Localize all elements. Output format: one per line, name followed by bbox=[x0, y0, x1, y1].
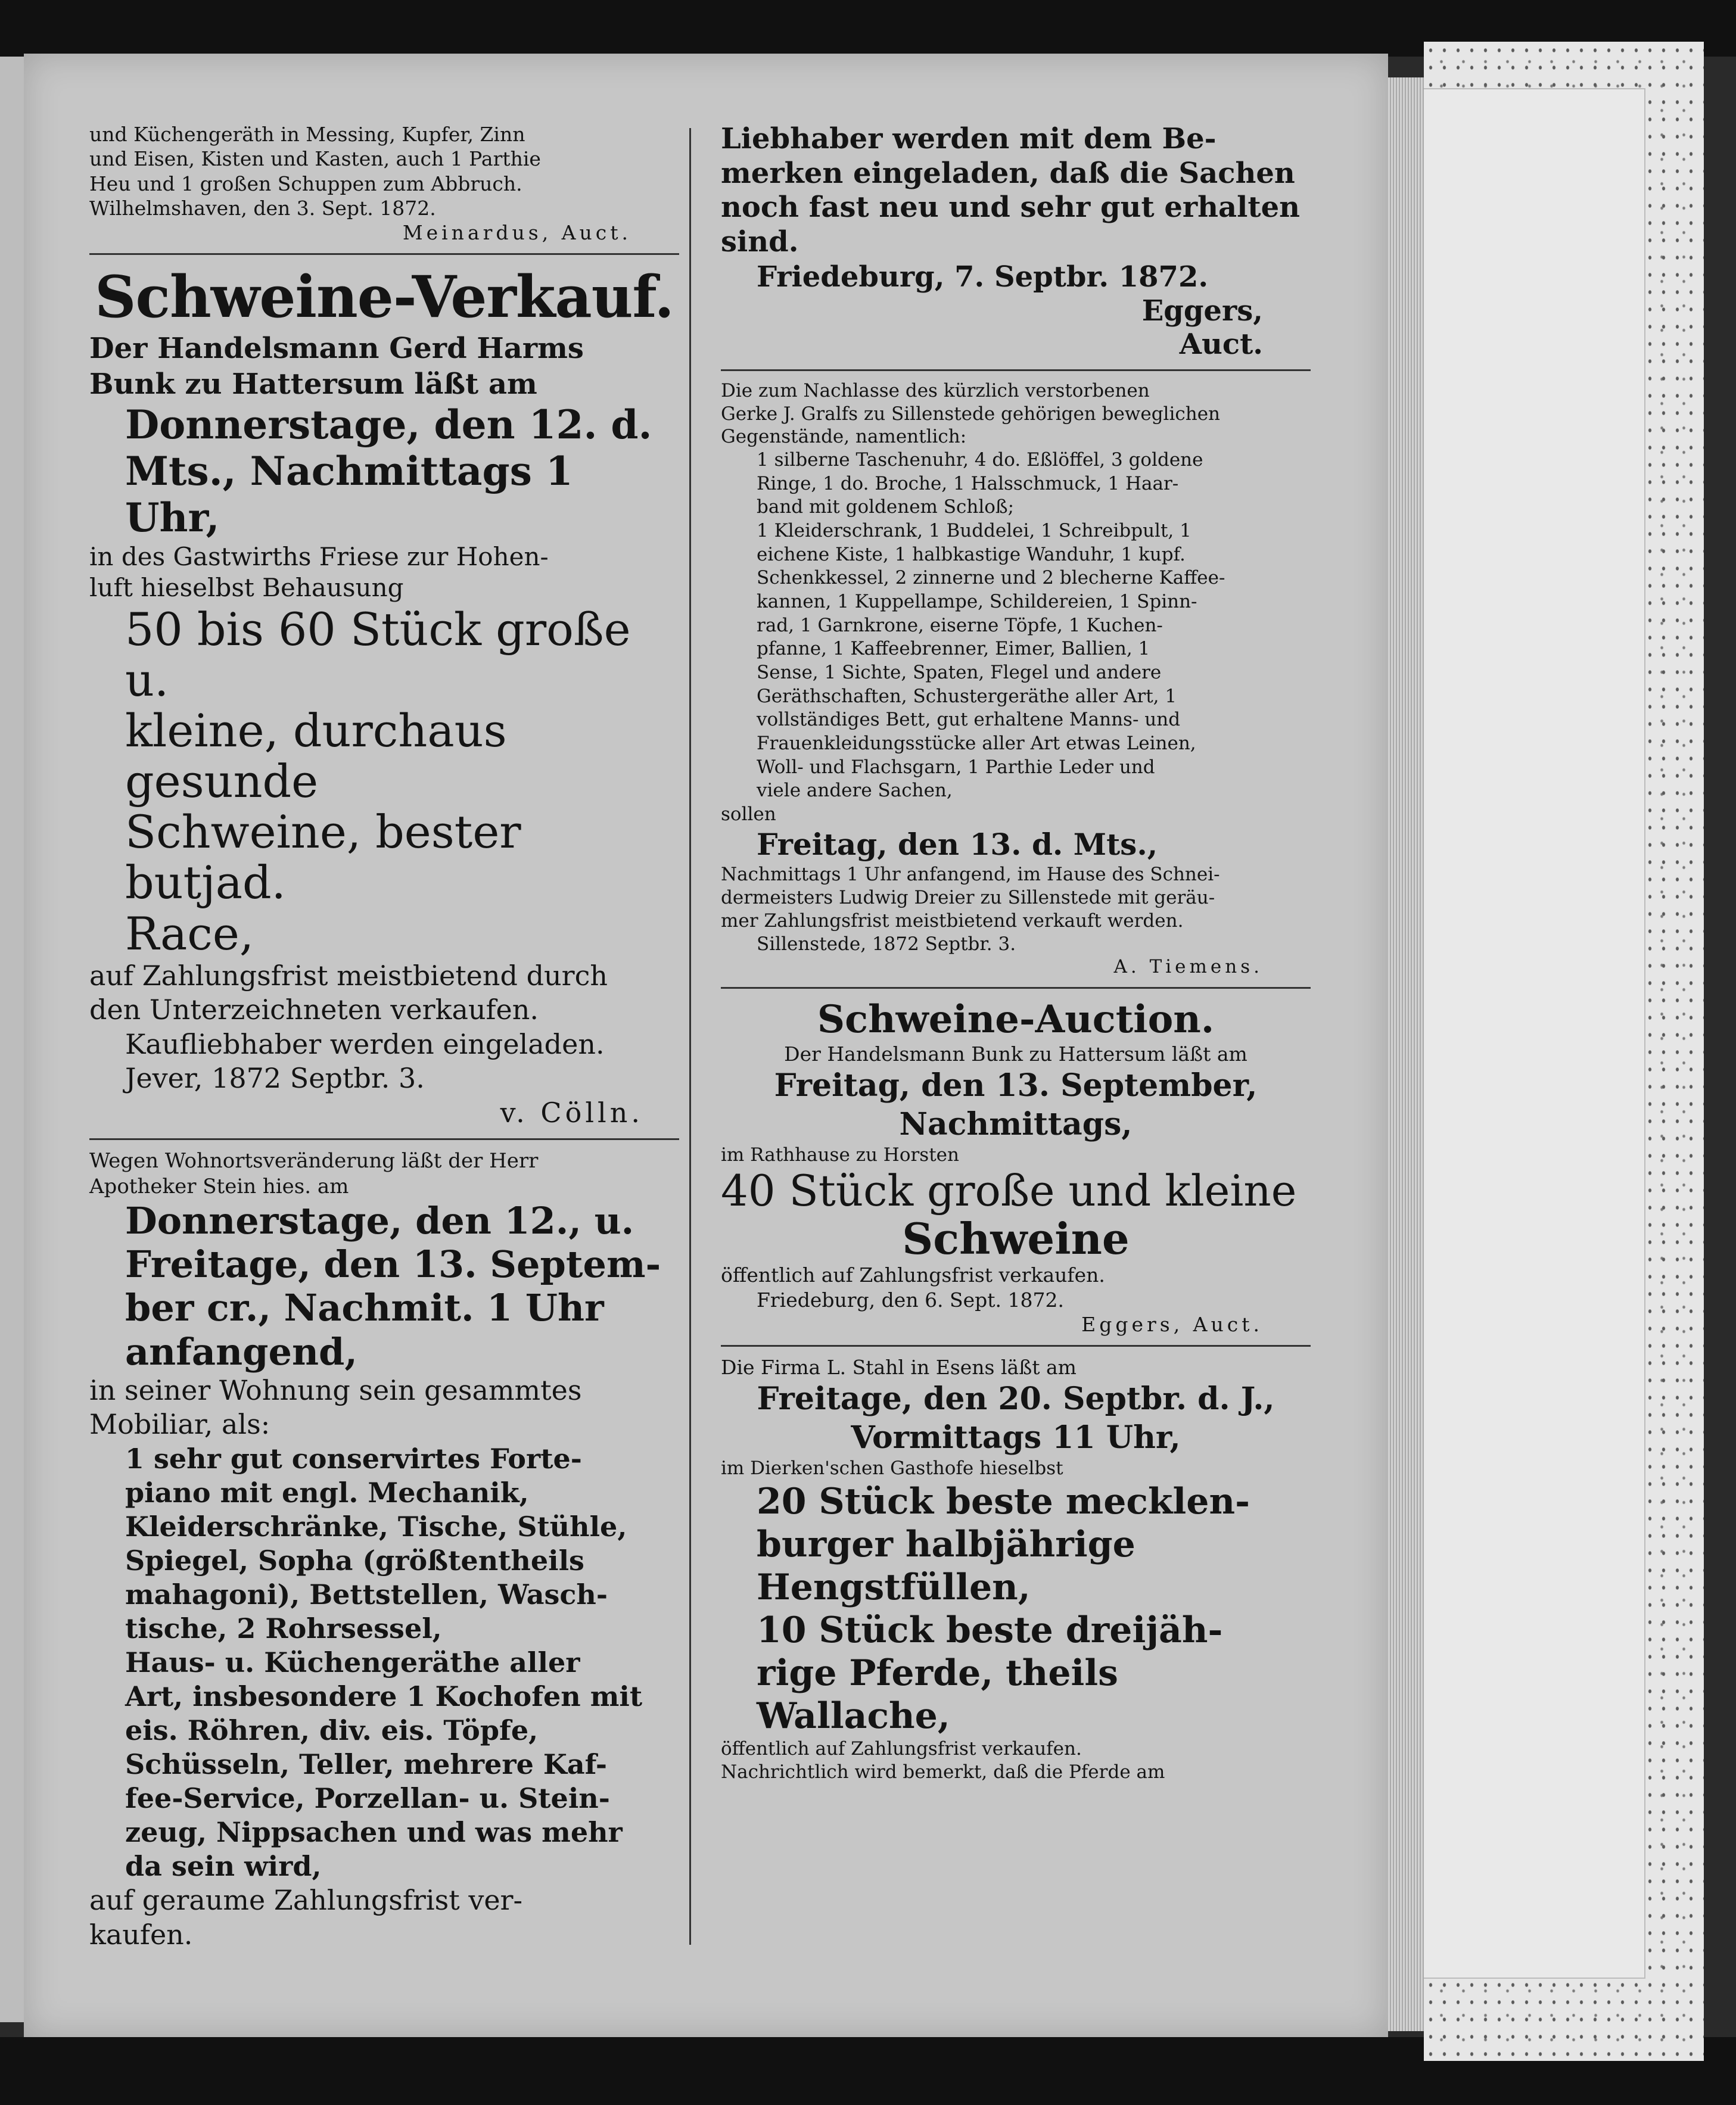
page-edges bbox=[1388, 77, 1424, 2031]
ad1-intro: Der Handelsmann Gerd Harms Bunk zu Hattersum läßt am bbox=[89, 332, 584, 401]
ad-separator bbox=[721, 369, 1311, 371]
prev-ad-date: Friedeburg, 7. Septbr. 1872. bbox=[757, 260, 1209, 294]
ad3-date-line: Sillenstede, 1872 Septbr. 3. bbox=[757, 933, 1016, 955]
ad4-heading: Schweine-Auction. bbox=[817, 997, 1215, 1042]
ad2-items: 1 sehr gut conservirtes Forte- piano mit engl. Mechanik, Kleiderschränke, Tische, Stühle, Spiegel, Sopha (größtentheils mahagoni), Bettstellen, Wasch- tische, 2 Rohrsessel, Haus- u. Küchengeräthe aller Art, insbesondere 1 Kochofen mit eis. Röhren, div. eis. Töpfe, Schüsseln, Teller, mehrere Kaf- fee-Service, Porzellan- u. Stein- zeug, Nippsachen und was mehr da sein wird, bbox=[125, 1442, 643, 1883]
ad4-auction-date: Freitag, den 13. September, Nachmittags, bbox=[774, 1067, 1258, 1143]
ad4-intro: Der Handelsmann Bunk zu Hattersum läßt am bbox=[784, 1042, 1247, 1066]
prev-ad-signature: Meinardus, Auct. bbox=[402, 221, 631, 244]
ad2-intro: Wegen Wohnortsveränderung läßt der Herr Apotheker Stein hies. am bbox=[89, 1149, 539, 1198]
prev-ad-signature: Eggers, Auct. bbox=[1141, 294, 1263, 361]
cover-endpaper bbox=[1418, 89, 1644, 1978]
ad4-signature: Eggers, Auct. bbox=[1081, 1312, 1263, 1336]
facing-page-edge bbox=[0, 57, 24, 2022]
prev-ad-text: Liebhaber werden mit dem Be- merken eingeladen, daß die Sachen noch fast neu und sehr gut erhalten sind. bbox=[721, 122, 1300, 259]
ad1-invitation: Kaufliebhaber werden eingeladen. bbox=[125, 1027, 605, 1060]
ad5-offer: 20 Stück beste mecklen- burger halbjährige Hengstfüllen, 10 Stück beste dreijäh- rige Pferde, theils Wallache, bbox=[757, 1481, 1250, 1737]
ad3-sollen: sollen bbox=[721, 804, 776, 826]
ad1-signature: v. Cölln. bbox=[500, 1096, 643, 1129]
ad-separator bbox=[721, 987, 1311, 989]
ad5-note: Nachrichtlich wird bemerkt, daß die Pferde am bbox=[721, 1761, 1165, 1783]
ad2-auction-date: Donnerstage, den 12., u. Freitage, den 13. Septem- ber cr., Nachmit. 1 Uhr anfangend, bbox=[125, 1199, 661, 1374]
ad1-offer: 50 bis 60 Stück große u. kleine, durchaus gesunde Schweine, bester butjad. Race, bbox=[125, 602, 631, 960]
ad1-heading: Schweine-Verkauf. bbox=[95, 263, 674, 331]
ad5-place: im Dierken'schen Gasthofe hieselbst bbox=[721, 1458, 1063, 1480]
ad2-terms: auf geraume Zahlungsfrist ver- kaufen. bbox=[89, 1884, 523, 1951]
ad5-auction-date: Freitage, den 20. Septbr. d. J., Vormittags 11 Uhr, bbox=[757, 1381, 1275, 1456]
left-column bbox=[89, 122, 679, 1952]
ad3-items: 1 silberne Taschenuhr, 4 do. Eßlöffel, 3 goldene Ringe, 1 do. Broche, 1 Halsschmuck, 1 Haar- band mit goldenem Schloß; 1 Kleiderschrank, 1 Buddelei, 1 Schreibpult, 1 eichene Kiste, 1 halbkastige Wanduhr, 1 kupf. Schenkkessel, 2 zinnerne und 2 blecherne Kaffee- kannen, 1 Kuppellampe, Schildereien, 1 Spinn- rad, 1 Garnkrone, eiserne Töpfe, 1 Kuchen- pfanne, 1 Kaffeebrenner, Eimer, Ballien, 1 Sense, 1 Sichte, Spaten, Flegel und andere Geräthschaften, Schustergeräthe aller Art, 1 vollständiges Bett, gut erhaltene Manns- und Frauenkleidungsstücke aller Art etwas Leinen, Woll- und Flachsgarn, 1 Parthie Leder und viele andere Sachen, bbox=[757, 449, 1225, 802]
ad4-terms: öffentlich auf Zahlungsfrist verkaufen. bbox=[721, 1263, 1105, 1287]
ad4-offer-animals: Schweine bbox=[902, 1213, 1130, 1264]
ad4-offer: 40 Stück große und kleine bbox=[721, 1166, 1297, 1216]
prev-ad-text: und Küchengeräth in Messing, Kupfer, Zinn und Eisen, Kisten und Kasten, auch 1 Parthie Heu und 1 großen Schuppen zum Abbruch. bbox=[89, 123, 541, 195]
ad-separator bbox=[89, 253, 679, 255]
ad1-terms: auf Zahlungsfrist meistbietend durch den Unterzeichneten verkaufen. bbox=[89, 959, 608, 1026]
ad5-intro: Die Firma L. Stahl in Esens läßt am bbox=[721, 1356, 1077, 1380]
right-column bbox=[721, 122, 1311, 1784]
ad-separator bbox=[721, 1345, 1311, 1347]
column-divider bbox=[689, 128, 691, 1945]
ad4-place: im Rathhause zu Horsten bbox=[721, 1144, 959, 1166]
ad1-date-line: Jever, 1872 Septbr. 3. bbox=[125, 1062, 425, 1095]
ad5-terms: öffentlich auf Zahlungsfrist verkaufen. bbox=[721, 1738, 1082, 1760]
prev-ad-date: Wilhelmshaven, den 3. Sept. 1872. bbox=[89, 196, 436, 220]
ad3-text: Die zum Nachlasse des kürzlich verstorbenen Gerke J. Gralfs zu Sillenstede gehörigen beweglichen Gegenstände, namentlich: bbox=[721, 379, 1220, 448]
ad-separator bbox=[89, 1138, 679, 1140]
ad4-date-line: Friedeburg, den 6. Sept. 1872. bbox=[757, 1288, 1065, 1312]
ad3-auction-date: Freitag, den 13. d. Mts., bbox=[757, 826, 1158, 862]
ad3-signature: A. Tiemens. bbox=[1113, 956, 1263, 978]
ad2-place: in seiner Wohnung sein gesammtes Mobiliar, als: bbox=[89, 1374, 582, 1441]
ad1-place: in des Gastwirths Friese zur Hohen- luft hieselbst Behausung bbox=[89, 541, 549, 603]
ad1-auction-date: Donnerstage, den 12. d. Mts., Nachmittags 1 Uhr, bbox=[125, 401, 652, 541]
ad3-time-place: Nachmittags 1 Uhr anfangend, im Hause des Schnei- dermeisters Ludwig Dreier zu Sillenstede mit geräu- mer Zahlungsfrist meistbietend verkauft werden. bbox=[721, 864, 1220, 932]
